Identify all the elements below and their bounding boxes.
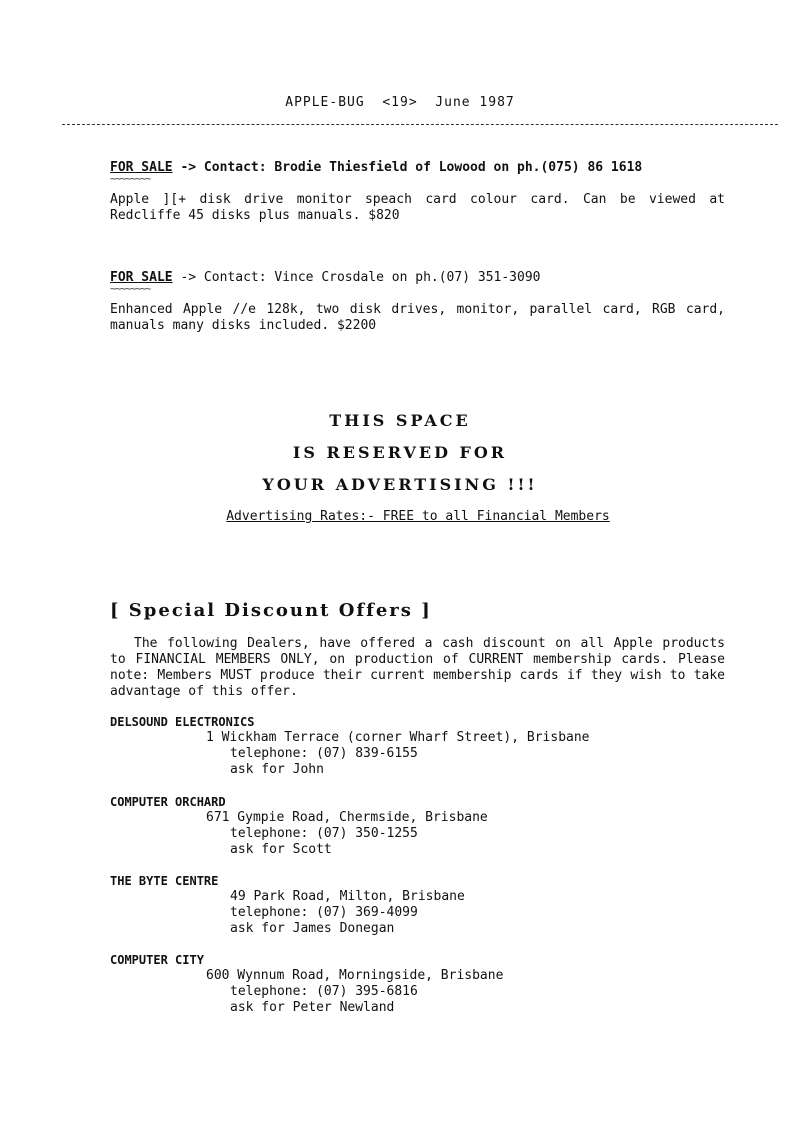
sale-2-contact: -> Contact: Vince Crosdale on ph.(07) 351-3090 [172,270,541,285]
ad-line-1: THIS SPACE [329,411,471,430]
dealer-1-phone: telephone: (07) 839-6155 [230,746,418,761]
sale-1-heading [110,160,642,176]
sale-1-squiggle: ~~~~~~~~ [110,174,151,185]
dealer-2-phone: telephone: (07) 350-1255 [230,826,418,841]
dealer-3-phone: telephone: (07) 369-4099 [230,905,418,920]
advertising-rates: Advertising Rates:- FREE to all Financial Members [226,509,610,524]
dealer-2-address: 671 Gympie Road, Chermside, Brisbane [206,810,488,825]
ad-line-3: YOUR ADVERTISING !!! [262,475,538,494]
sale-2-text: Enhanced Apple //e 128k, two disk drives, monitor, parallel card, RGB card, manuals many disks included. $2200 [110,302,725,333]
special-offers-title: [ Special Discount Offers ] [110,600,432,621]
page-header: APPLE-BUG <19> June 1987 [285,95,515,110]
sale-1-text: Apple ][+ disk drive monitor speach card colour card. Can be viewed at Redcliffe 45 disks plus manuals. $820 [110,192,725,223]
dealer-4-address: 600 Wynnum Road, Morningside, Brisbane [206,968,504,983]
dealer-1-contact-person: ask for John [230,762,324,777]
dealer-4-contact-person: ask for Peter Newland [230,1000,395,1015]
dealer-3-name: THE BYTE CENTRE [110,874,219,888]
dealer-1-name: DELSOUND ELECTRONICS [110,715,255,729]
dealer-1-address: 1 Wickham Terrace (corner Wharf Street), Brisbane [206,730,590,745]
dealer-3-address: 49 Park Road, Milton, Brisbane [230,889,465,904]
sale-1-label: FOR SALE [110,160,173,175]
sale-2-squiggle: ~~~~~~~~ [110,284,151,295]
sale-2-heading [110,270,540,286]
dealer-2-name: COMPUTER ORCHARD [110,795,226,809]
sale-1-contact: -> Contact: Brodie Thiesfield of Lowood on ph.(075) 86 1618 [172,160,643,175]
dealer-4-phone: telephone: (07) 395-6816 [230,984,418,999]
header-dashed-rule [62,124,778,125]
ad-line-2: IS RESERVED FOR [292,443,508,462]
sale-2-label: FOR SALE [110,270,173,285]
special-offers-intro: The following Dealers, have offered a cash discount on all Apple products to FINANCIAL MEMBERS ONLY, on production of CURRENT membership cards. Please note: Members MUST produce their current membership cards if they wish to take advantage of this offer. [110,636,725,699]
dealer-2-contact-person: ask for Scott [230,842,332,857]
dealer-4-name: COMPUTER CITY [110,953,204,967]
dealer-3-contact-person: ask for James Donegan [230,921,395,936]
